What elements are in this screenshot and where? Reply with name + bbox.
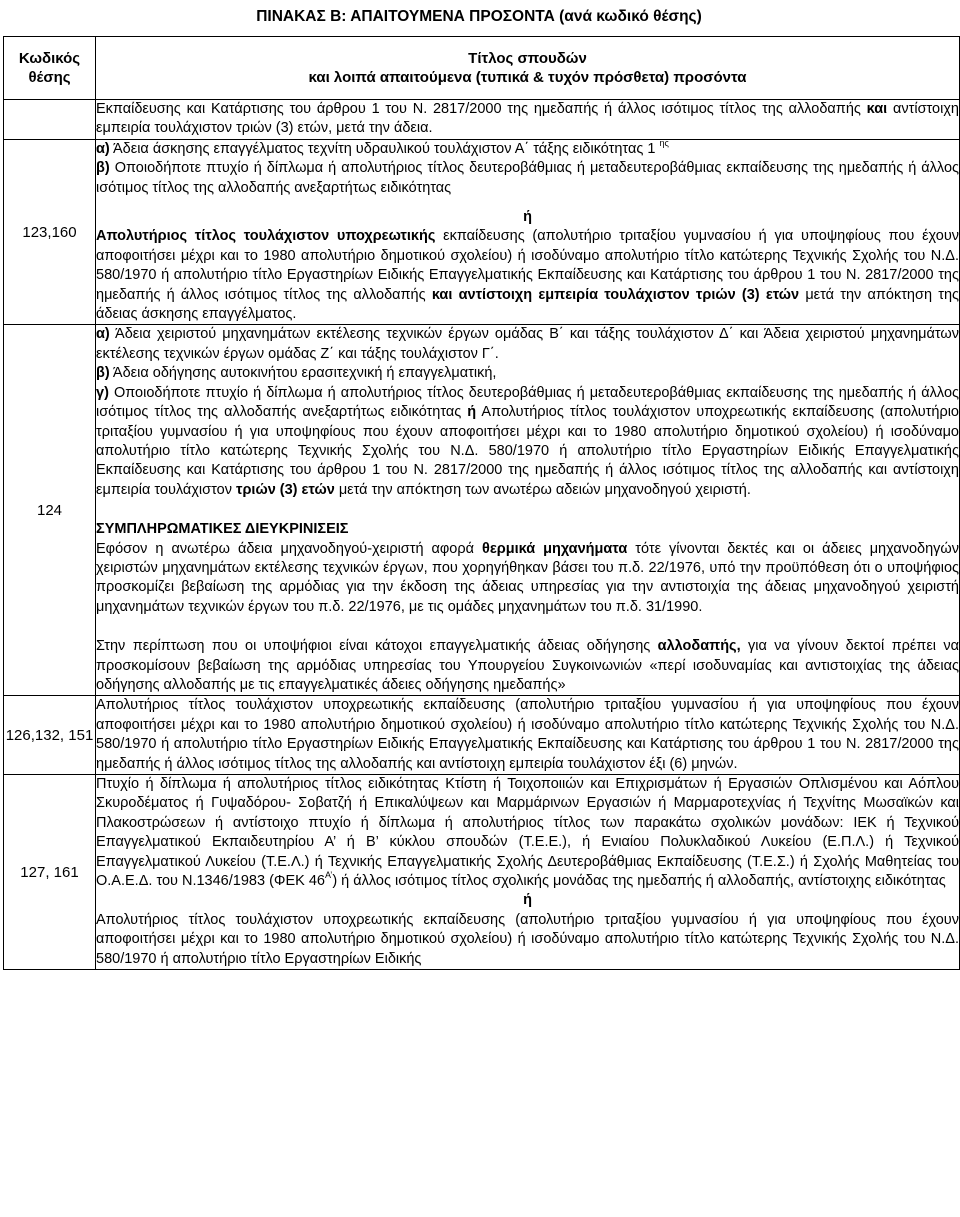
code-header-line2: θέσης	[28, 69, 71, 86]
or-separator	[96, 891, 959, 910]
text: Οποιοδήποτε πτυχίο ή δίπλωμα ή απολυτήριος τίτλος δευτεροβάθμιας ή μεταδευτεροβάθμιας εκπαίδευσης της ημεδαπής ή άλλος ισότιμος τίτλος της αλλοδαπής ανεξαρτήτως ειδικότητας	[96, 384, 960, 421]
bold-text: ΣΥΜΠΛΗΡΩΜΑΤΙΚΕΣ ΔΙΕΥΚΡΙΝΙΣΕΙΣ	[96, 521, 349, 538]
notes-title	[96, 520, 959, 539]
or-text: ή	[523, 209, 532, 226]
text: Πτυχίο ή δίπλωμα ή απολυτήριος τίτλος ειδικότητας Κτίστη ή Τοιχοποιιών και Επιχρισμάτων ή Εργασιών Οπλισμένου και Αόπλου Σκυροδέματος ή Γυψαδόρου- Σοβατζή ή Επικαλύψεων και Μαρμάρινων Εργασιών ή Μαρμαροτεχνίας ή Τεχνίτης Μωσαϊκών και Πλακοστρώσεων ή αντίστοιχο πτυχίο ή δίπλωμα ή απολυτήριος τίτλος των παρακάτω σχολικών μονάδων: ΙΕΚ ή Τεχνικού Επαγγελματικού Εκπαιδευτηρίου Α’ ή Β’ κύκλου σπουδών (Τ.Ε.Ε.), ή Ενιαίου Πολυκλαδικού Λυκείου (Ε.Π.Λ.) ή Τεχνικού Επαγγελματικού Λυκείου (Τ.Ε.Λ.) ή Τεχνικής Επαγγελματικής Σχολής Δευτεροβάθμιας Εκπαίδευσης (Τ.Ε.Σ.) ή Σχολής Μαθητείας του Ο.Α.Ε.Δ. του Ν.1346/1983 (ΦΕΚ 46	[96, 776, 959, 890]
bold-text: και	[866, 101, 888, 117]
item-label: β)	[96, 160, 110, 177]
text: ) ή άλλος ισότιμος τίτλος σχολικής μονάδας της ημεδαπής ή αλλοδαπής, αντίστοιχης ειδικότητας	[332, 873, 946, 890]
text: για να γίνουν δεκτοί πρέπει να προσκομίσουν βεβαίωση της αρμόδιας υπηρεσίας του Υπουργείου Συγκοινωνιών «περί ισοδυναμίας και αντιστοιχίας της άδειας οδήγησης αλλοδαπής με τις επαγγελματικές άδειες οδήγησης ημεδαπής»	[96, 638, 960, 693]
paragraph: Απολυτήριος τίτλος τουλάχιστον υποχρεωτικής εκπαίδευσης (απολυτήριο τριταξίου γυμνασίου ή για υποψηφίους που έχουν αποφοιτήσει μέχρι και το 1980 απολυτήριο δημοτικού σχολείου) ή ισοδύναμο απολυτήριο τίτλο κατώτερης Τεχνικής Σχολής του Ν.Δ. 580/1970 ή απολυτήριο τίτλο Εργαστηρίων Ειδικής	[96, 911, 959, 967]
bold-text: τριών (3) ετών	[235, 481, 335, 498]
paragraph: Απολυτήριος τίτλος τουλάχιστον υποχρεωτικής εκπαίδευσης (απολυτήριο τριταξίου γυμνασίου ή για υποψηφίους που έχουν αποφοιτήσει μέχρι και το 1980 απολυτήριο δημοτικού σχολείου) ή ισοδύναμο απολυτήριο τίτλο κατώτερης Τεχνικής Σχολής του Ν.Δ. 580/1970 ή απολυτήριο τίτλο Εργαστηρίων Ειδικής Επαγγελματικής Εκπαίδευσης και Κατάρτισης του άρθρου 1 του Ν. 2817/2000 της ημεδαπής ή άλλος ισότιμος τίτλος της αλλοδαπής και αντίστοιχη εμπειρία τουλάχιστον έξι (6) μηνών.	[96, 697, 959, 772]
table-row	[4, 100, 960, 140]
bold-text: θερμικά μηχανήματα	[482, 540, 628, 557]
text: Εκπαίδευσης και Κατάρτισης του άρθρου 1 του Ν. 2817/2000 της ημεδαπής ή άλλος ισότιμος τίτλος της αλλοδαπής	[96, 101, 861, 117]
item-label: α)	[96, 326, 110, 343]
bold-text: Απολυτήριος τίτλος τουλάχιστον υποχρεωτικής	[96, 228, 436, 245]
item-label: γ)	[96, 384, 109, 401]
row-qualifications	[96, 325, 960, 696]
text: αντίστοιχη εμπειρία τουλάχιστον τριών (3) ετών, μετά την άδεια.	[96, 101, 959, 137]
paragraph	[96, 384, 959, 500]
text: μετά την απόκτηση των ανωτέρω αδειών μηχανοδηγού χειριστή.	[338, 481, 751, 498]
paragraph	[96, 137, 959, 159]
text: Άδεια οδήγησης αυτοκινήτου ερασιτεχνική ή επαγγελματική,	[112, 365, 497, 382]
paragraph	[96, 637, 959, 695]
item-label: α)	[96, 140, 110, 157]
paragraph	[96, 325, 959, 364]
qualifications-header-line1: Τίτλος σπουδών	[468, 50, 587, 67]
row-code: 124	[4, 325, 96, 696]
table-row	[4, 325, 960, 696]
page-title: ΠΙΝΑΚΑΣ Β: ΑΠΑΙΤΟΥΜΕΝΑ ΠΡΟΣΟΝΤΑ (ανά κωδικό θέσης)	[256, 8, 702, 25]
paragraph	[96, 775, 959, 891]
row-code: 127, 161	[4, 775, 96, 970]
text: Στην περίπτωση που οι υποψήφιοι είναι κάτοχοι επαγγελματικής άδειας οδήγησης	[96, 638, 651, 655]
superscript: Α’	[324, 870, 333, 881]
text: Άδεια άσκησης επαγγέλματος τεχνίτη υδραυλικού τουλάχιστον Α΄ τάξης ειδικότητας 1	[112, 140, 656, 157]
paragraph	[96, 159, 959, 198]
text: Οποιοδήποτε πτυχίο ή δίπλωμα ή απολυτήριος τίτλος δευτεροβάθμιας ή μεταδευτεροβάθμιας εκπαίδευσης της ημεδαπής ή άλλος ισότιμος τίτλος της αλλοδαπής ανεξαρτήτως ειδικότητας	[96, 160, 959, 196]
requirements-table	[3, 36, 960, 970]
row-qualifications	[96, 696, 960, 775]
table-row	[4, 696, 960, 775]
row-qualifications	[96, 139, 960, 325]
or-separator	[96, 208, 959, 227]
bold-text: και αντίστοιχη εμπειρία τουλάχιστον τριών (3) ετών	[431, 286, 800, 303]
bold-text: αλλοδαπής,	[657, 638, 741, 655]
item-label: β)	[96, 365, 110, 382]
or-text: ή	[523, 892, 532, 909]
paragraph	[96, 227, 959, 324]
paragraph	[96, 100, 959, 139]
row-code	[4, 100, 96, 140]
text: τότε γίνονται δεκτές και οι άδειες μηχανοδηγών χειριστών μηχανημάτων εκτέλεσης τεχνικών έργων, που χορηγήθηκαν βάσει του π.δ. 22/1976, υπό την προϋπόθεση ότι ο υποψήφιος προσκομίζει βεβαίωση της αρμόδιας για την έκδοση της άδειας υπηρεσίας για την αντιστοιχία της άδειας μηχανοδηγού χειριστή μηχανημάτων τεχνικών έργων του π.δ. 22/1976, με τις ομάδες μηχανημάτων του π.δ. 31/1990.	[96, 540, 959, 615]
table-header-row	[4, 37, 960, 100]
code-column-header	[4, 37, 96, 100]
qualifications-column-header	[96, 37, 960, 100]
text: Απολυτήριος τίτλος τουλάχιστον υποχρεωτικής εκπαίδευσης (απολυτήριο τριταξίου γυμνασίου ή για υποψηφίους που έχουν αποφοιτήσει μέχρι και το 1980 απολυτήριο δημοτικού σχολείου) ή ισοδύναμο απολυτήριο τίτλο κατώτερης Τεχνικής Σχολής του Ν.Δ. 580/1970 ή απολυτήριο τίτλο Εργαστηρίων Ειδικής Επαγγελματικής Εκπαίδευσης και Κατάρτισης του άρθρου 1 του Ν. 2817/2000 της ημεδαπής ή άλλος ισότιμος τίτλος της αλλοδαπής και αντίστοιχη εμπειρία τουλάχιστον	[96, 404, 959, 498]
paragraph	[96, 364, 959, 383]
superscript: ης	[659, 137, 669, 148]
text: εκπαίδευσης (απολυτήριο τριταξίου γυμνασίου ή για υποψηφίους που έχουν αποφοιτήσει μέχρι και το 1980 απολυτήριο δημοτικού σχολείου) ή ισοδύναμο απολυτήριο τίτλο κατώτερης Τεχνικής Σχολής του Ν.Δ. 580/1970 ή απολυτήριο τίτλο Εργαστηρίων Ειδικής Επαγγελματικής Εκπαίδευσης και Κατάρτισης του άρθρου 1 του Ν. 2817/2000 της ημεδαπής ή άλλος ισότιμος τίτλος της αλλοδαπής	[96, 228, 959, 303]
row-qualifications	[96, 775, 960, 970]
text: Εφόσον η ανωτέρω άδεια μηχανοδηγού-χειριστή αφορά	[96, 540, 475, 557]
or-text: ή	[467, 404, 477, 421]
text: μετά την απόκτηση της άδειας άσκησης επαγγέλματος.	[96, 286, 959, 323]
code-header-line1: Κωδικός	[18, 50, 81, 67]
paragraph	[96, 540, 959, 618]
qualifications-header-line2: και λοιπά απαιτούμενα (τυπικά & τυχόν πρόσθετα) προσόντα	[308, 69, 747, 86]
table-row	[4, 775, 960, 970]
row-qualifications	[96, 100, 960, 140]
table-row	[4, 139, 960, 325]
row-code: 123,160	[4, 139, 96, 325]
text: Άδεια χειριστού μηχανημάτων εκτέλεσης τεχνικών έργων ομάδας Β΄ και τάξης τουλάχιστον Δ΄ και Άδεια χειριστού μηχανημάτων εκτέλεσης τεχνικών έργων ομάδας Ζ΄ και τάξης τουλάχιστον Γ΄.	[96, 326, 959, 362]
row-code: 126,132, 151	[4, 696, 96, 775]
